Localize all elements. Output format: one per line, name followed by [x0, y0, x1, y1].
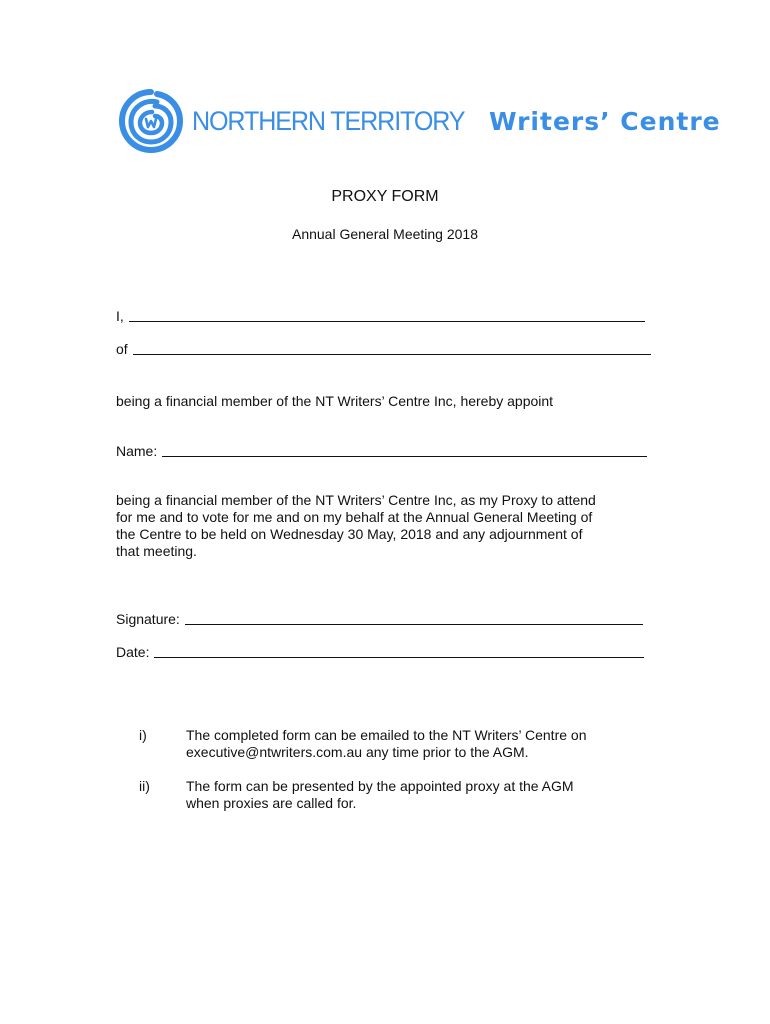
- list-item-text: [163, 727, 646, 761]
- member-address-line[interactable]: [133, 340, 651, 355]
- member-name-field[interactable]: [116, 307, 645, 325]
- list-item: [116, 727, 676, 761]
- list-item-line: The form can be presented by the appointed proxy at the AGM: [186, 778, 574, 794]
- member-name-label: I,: [116, 308, 124, 324]
- proxy-name-field[interactable]: [116, 442, 647, 460]
- page-subtitle: Annual General Meeting 2018: [291, 226, 479, 242]
- list-item-number: i): [139, 727, 147, 743]
- instructions-list: [116, 727, 676, 829]
- proxy-statement-line: the Centre to be held on Wednesday 30 May, 2018 and any adjournment of: [116, 526, 583, 542]
- proxy-statement-line: that meeting.: [116, 543, 197, 559]
- member-address-field[interactable]: [116, 340, 651, 358]
- proxy-statement: [116, 492, 656, 560]
- logo-text: [192, 104, 721, 139]
- page-title: PROXY FORM: [331, 188, 439, 205]
- date-field[interactable]: [116, 643, 644, 661]
- spiral-logo-icon: [118, 88, 184, 154]
- logo-text-writers-centre: Writers’ Centre: [488, 107, 721, 136]
- proxy-name-line[interactable]: [162, 442, 647, 457]
- date-label: Date:: [116, 644, 150, 660]
- signature-line[interactable]: [185, 610, 643, 625]
- list-item: [116, 778, 676, 812]
- signature-label: Signature:: [116, 611, 180, 627]
- logo-text-northern-territory: NORTHERN TERRITORY: [192, 106, 465, 136]
- proxy-statement-line: being a financial member of the NT Writers’ Centre Inc, as my Proxy to attend: [116, 492, 596, 508]
- appoint-statement: being a financial member of the NT Writers’ Centre Inc, hereby appoint: [116, 393, 554, 409]
- signature-field[interactable]: [116, 610, 643, 628]
- nt-writers-centre-logo: [118, 88, 721, 158]
- list-item-text: [163, 778, 646, 812]
- proxy-statement-line: for me and to vote for me and on my behalf at the Annual General Meeting of: [116, 509, 593, 525]
- date-line[interactable]: [154, 643, 644, 658]
- proxy-name-label: Name:: [116, 443, 158, 459]
- list-item-line: The completed form can be emailed to the NT Writers’ Centre on: [186, 727, 587, 743]
- member-address-label: of: [116, 341, 128, 357]
- list-item-line: when proxies are called for.: [186, 795, 357, 811]
- list-item-line: executive@ntwriters.com.au any time prior to the AGM.: [186, 744, 529, 760]
- member-name-line[interactable]: [129, 307, 645, 322]
- list-item-number: ii): [139, 778, 150, 794]
